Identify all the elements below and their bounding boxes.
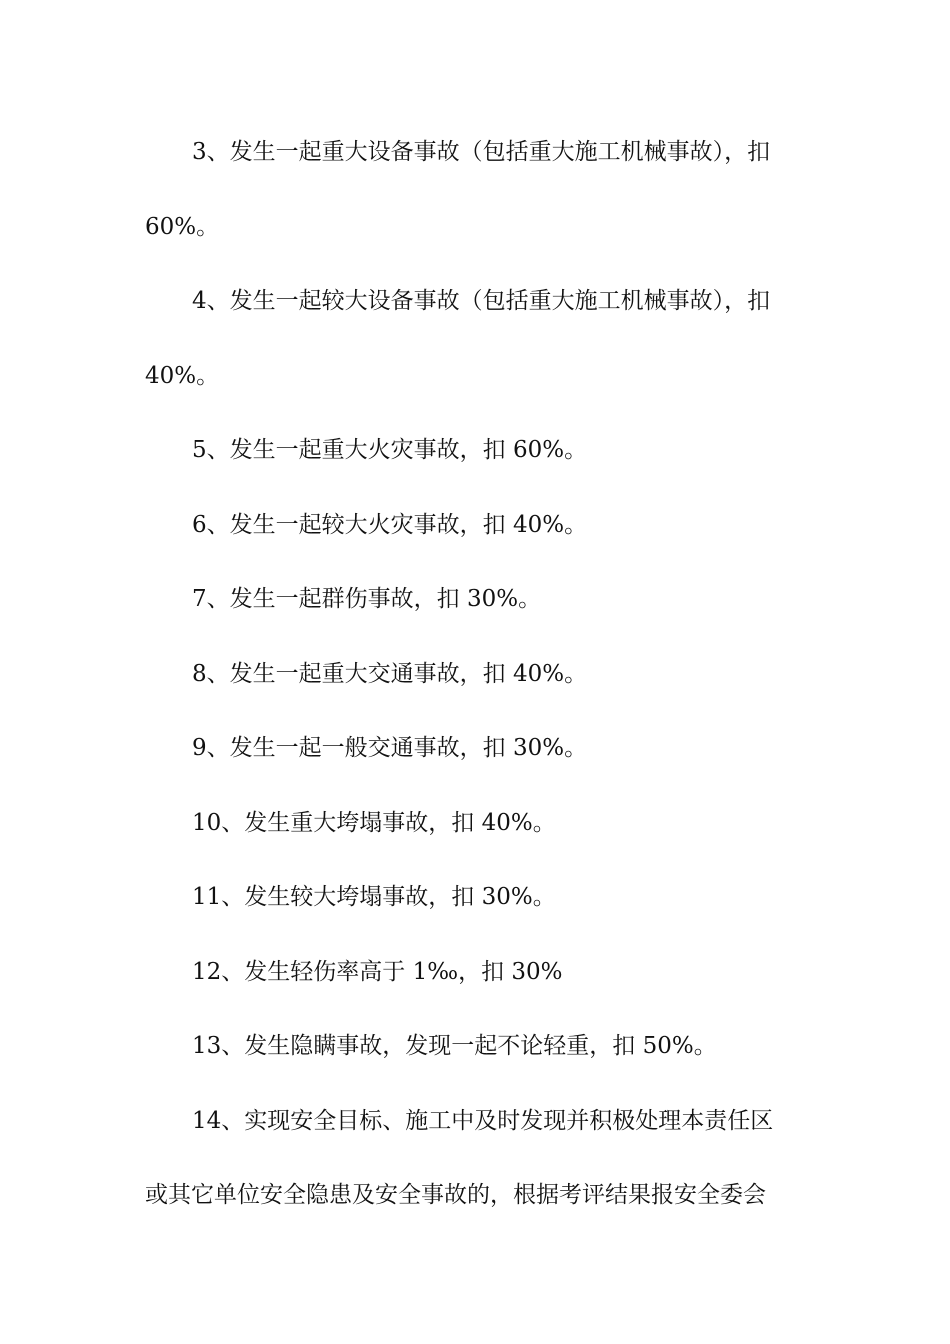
item-10: 10、发生重大垮塌事故，扣 40%。 <box>192 810 556 836</box>
item-7: 7、发生一起群伤事故，扣 30%。 <box>192 586 542 612</box>
item-11: 11、发生较大垮塌事故，扣 30%。 <box>192 884 556 910</box>
item-3-line-2: 60%。 <box>145 214 220 240</box>
item-8: 8、发生一起重大交通事故，扣 40%。 <box>192 661 588 687</box>
item-9: 9、发生一起一般交通事故，扣 30%。 <box>192 735 588 761</box>
item-5: 5、发生一起重大火灾事故，扣 60%。 <box>192 437 588 463</box>
item-3-line-1: 3、发生一起重大设备事故（包括重大施工机械事故），扣 <box>192 139 771 165</box>
item-14-line-2: 或其它单位安全隐患及安全事故的，根据考评结果报安全委会 <box>145 1182 766 1208</box>
item-6: 6、发生一起较大火灾事故，扣 40%。 <box>192 512 588 538</box>
item-14-line-1: 14、实现安全目标、施工中及时发现并积极处理本责任区 <box>192 1108 774 1134</box>
item-12: 12、发生轻伤率高于 1‰，扣 30% <box>192 959 563 985</box>
item-4-line-2: 40%。 <box>145 363 220 389</box>
item-4-line-1: 4、发生一起较大设备事故（包括重大施工机械事故），扣 <box>192 288 771 314</box>
item-13: 13、发生隐瞒事故，发现一起不论轻重，扣 50%。 <box>192 1033 717 1059</box>
